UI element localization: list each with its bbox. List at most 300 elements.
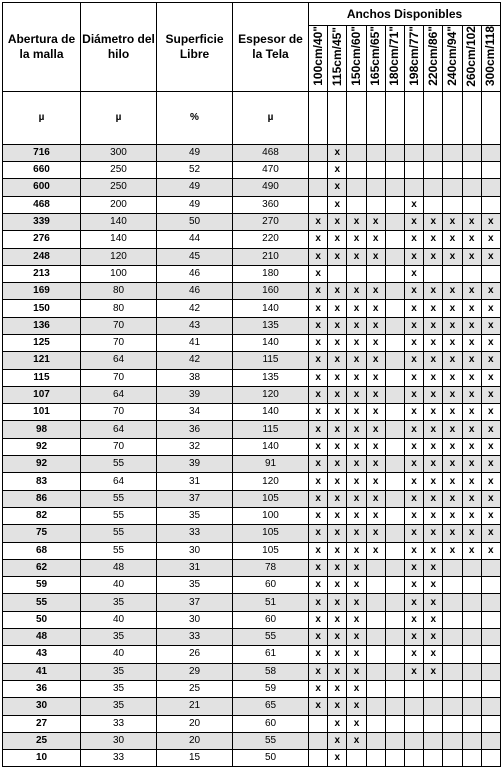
- availability-mark: x: [481, 421, 500, 438]
- availability-mark: x: [462, 283, 481, 300]
- cell-abertura: 92: [3, 456, 81, 473]
- availability-empty: [443, 646, 462, 663]
- availability-mark: x: [424, 231, 443, 248]
- availability-empty: [347, 750, 366, 767]
- availability-mark: x: [366, 456, 385, 473]
- table-body: [3, 144, 501, 767]
- availability-empty: [347, 196, 366, 213]
- availability-mark: x: [462, 369, 481, 386]
- table-row: [3, 490, 501, 507]
- cell-diametro: 55: [81, 456, 157, 473]
- availability-empty: [424, 144, 443, 161]
- availability-mark: x: [481, 438, 500, 455]
- availability-mark: x: [347, 715, 366, 732]
- width-label: 260cm/102: [464, 26, 479, 87]
- availability-mark: x: [443, 525, 462, 542]
- availability-mark: x: [443, 386, 462, 403]
- header-anchos: Anchos Disponibles: [309, 3, 501, 26]
- cell-diametro: 40: [81, 646, 157, 663]
- availability-empty: [366, 750, 385, 767]
- availability-mark: x: [347, 629, 366, 646]
- availability-mark: x: [366, 525, 385, 542]
- availability-mark: x: [366, 283, 385, 300]
- table-row: [3, 438, 501, 455]
- availability-mark: x: [481, 507, 500, 524]
- availability-mark: x: [347, 542, 366, 559]
- availability-mark: x: [462, 421, 481, 438]
- availability-empty: [443, 698, 462, 715]
- header-abertura: Abertura de la malla: [3, 3, 81, 92]
- availability-mark: x: [328, 213, 347, 230]
- cell-diametro: 100: [81, 265, 157, 282]
- cell-diametro: 35: [81, 698, 157, 715]
- availability-mark: x: [404, 611, 423, 628]
- width-header: [309, 26, 328, 92]
- availability-empty: [481, 611, 500, 628]
- availability-empty: [462, 715, 481, 732]
- availability-empty: [385, 715, 404, 732]
- availability-mark: x: [347, 490, 366, 507]
- availability-mark: x: [328, 352, 347, 369]
- availability-mark: x: [424, 507, 443, 524]
- availability-mark: x: [328, 456, 347, 473]
- cell-abertura: 115: [3, 369, 81, 386]
- cell-superficie: 33: [157, 525, 233, 542]
- availability-empty: [462, 196, 481, 213]
- availability-mark: x: [309, 213, 328, 230]
- unit-empty-cell: [404, 91, 423, 144]
- cell-espesor: 160: [233, 283, 309, 300]
- unit-cell: µ: [3, 91, 81, 144]
- availability-mark: x: [328, 144, 347, 161]
- cell-superficie: 20: [157, 715, 233, 732]
- cell-diametro: 55: [81, 542, 157, 559]
- cell-superficie: 38: [157, 369, 233, 386]
- availability-mark: x: [309, 248, 328, 265]
- availability-mark: x: [309, 386, 328, 403]
- availability-empty: [385, 577, 404, 594]
- cell-diametro: 64: [81, 386, 157, 403]
- cell-superficie: 49: [157, 196, 233, 213]
- availability-mark: x: [443, 473, 462, 490]
- cell-superficie: 33: [157, 629, 233, 646]
- cell-superficie: 21: [157, 698, 233, 715]
- cell-superficie: 49: [157, 179, 233, 196]
- availability-empty: [366, 594, 385, 611]
- availability-mark: x: [328, 473, 347, 490]
- availability-empty: [424, 196, 443, 213]
- availability-mark: x: [309, 265, 328, 282]
- width-label: 165cm/65": [368, 26, 383, 87]
- availability-empty: [424, 162, 443, 179]
- availability-mark: x: [347, 456, 366, 473]
- availability-empty: [347, 179, 366, 196]
- availability-mark: x: [347, 732, 366, 749]
- availability-mark: x: [443, 456, 462, 473]
- availability-mark: x: [481, 525, 500, 542]
- availability-mark: x: [481, 386, 500, 403]
- cell-abertura: 43: [3, 646, 81, 663]
- cell-espesor: 140: [233, 438, 309, 455]
- availability-mark: x: [424, 248, 443, 265]
- cell-superficie: 37: [157, 594, 233, 611]
- availability-mark: x: [424, 542, 443, 559]
- availability-mark: x: [366, 300, 385, 317]
- unit-empty-cell: [328, 91, 347, 144]
- availability-mark: x: [462, 473, 481, 490]
- availability-empty: [309, 144, 328, 161]
- availability-mark: x: [347, 507, 366, 524]
- availability-empty: [366, 611, 385, 628]
- availability-mark: x: [404, 369, 423, 386]
- availability-mark: x: [328, 335, 347, 352]
- availability-mark: x: [443, 213, 462, 230]
- availability-mark: x: [481, 369, 500, 386]
- availability-empty: [385, 750, 404, 767]
- availability-empty: [366, 559, 385, 576]
- availability-empty: [481, 559, 500, 576]
- availability-mark: x: [309, 317, 328, 334]
- availability-empty: [462, 680, 481, 697]
- cell-abertura: 660: [3, 162, 81, 179]
- availability-empty: [385, 698, 404, 715]
- availability-mark: x: [404, 283, 423, 300]
- availability-empty: [385, 162, 404, 179]
- cell-diametro: 33: [81, 750, 157, 767]
- cell-abertura: 25: [3, 732, 81, 749]
- availability-empty: [385, 611, 404, 628]
- cell-abertura: 36: [3, 680, 81, 697]
- availability-mark: x: [328, 196, 347, 213]
- availability-mark: x: [366, 490, 385, 507]
- availability-mark: x: [328, 283, 347, 300]
- cell-diametro: 250: [81, 162, 157, 179]
- availability-mark: x: [347, 231, 366, 248]
- availability-mark: x: [443, 438, 462, 455]
- cell-espesor: 135: [233, 317, 309, 334]
- availability-empty: [385, 680, 404, 697]
- cell-diametro: 48: [81, 559, 157, 576]
- cell-superficie: 46: [157, 265, 233, 282]
- availability-mark: x: [404, 421, 423, 438]
- availability-empty: [462, 629, 481, 646]
- cell-diametro: 40: [81, 577, 157, 594]
- availability-empty: [366, 265, 385, 282]
- unit-empty-cell: [347, 91, 366, 144]
- availability-empty: [385, 231, 404, 248]
- availability-mark: x: [462, 386, 481, 403]
- availability-empty: [443, 559, 462, 576]
- availability-mark: x: [424, 611, 443, 628]
- availability-mark: x: [366, 542, 385, 559]
- availability-mark: x: [424, 559, 443, 576]
- cell-superficie: 37: [157, 490, 233, 507]
- cell-abertura: 92: [3, 438, 81, 455]
- availability-empty: [366, 680, 385, 697]
- availability-empty: [443, 732, 462, 749]
- table-row: [3, 231, 501, 248]
- availability-mark: x: [328, 732, 347, 749]
- width-label: 300cm/118: [483, 26, 498, 87]
- cell-diametro: 35: [81, 629, 157, 646]
- availability-empty: [347, 162, 366, 179]
- availability-empty: [443, 680, 462, 697]
- availability-mark: x: [309, 300, 328, 317]
- availability-mark: x: [347, 421, 366, 438]
- cell-abertura: 101: [3, 404, 81, 421]
- availability-empty: [309, 750, 328, 767]
- availability-mark: x: [309, 594, 328, 611]
- availability-empty: [443, 162, 462, 179]
- cell-espesor: 78: [233, 559, 309, 576]
- availability-empty: [404, 732, 423, 749]
- availability-mark: x: [443, 352, 462, 369]
- availability-empty: [481, 577, 500, 594]
- table-row: [3, 646, 501, 663]
- availability-mark: x: [424, 473, 443, 490]
- availability-mark: x: [481, 248, 500, 265]
- availability-mark: x: [309, 421, 328, 438]
- availability-mark: x: [366, 352, 385, 369]
- cell-abertura: 86: [3, 490, 81, 507]
- cell-espesor: 120: [233, 473, 309, 490]
- cell-superficie: 45: [157, 248, 233, 265]
- availability-mark: x: [328, 179, 347, 196]
- cell-espesor: 468: [233, 144, 309, 161]
- cell-diametro: 80: [81, 283, 157, 300]
- availability-empty: [385, 456, 404, 473]
- cell-superficie: 52: [157, 162, 233, 179]
- availability-mark: x: [309, 698, 328, 715]
- availability-mark: x: [424, 490, 443, 507]
- availability-mark: x: [347, 352, 366, 369]
- availability-mark: x: [404, 542, 423, 559]
- cell-espesor: 60: [233, 577, 309, 594]
- availability-empty: [443, 629, 462, 646]
- availability-mark: x: [404, 646, 423, 663]
- cell-superficie: 39: [157, 386, 233, 403]
- availability-mark: x: [424, 386, 443, 403]
- availability-mark: x: [404, 559, 423, 576]
- availability-empty: [347, 144, 366, 161]
- availability-mark: x: [328, 369, 347, 386]
- availability-mark: x: [366, 369, 385, 386]
- cell-diametro: 30: [81, 732, 157, 749]
- availability-mark: x: [347, 386, 366, 403]
- table-row: [3, 577, 501, 594]
- unit-empty-cell: [424, 91, 443, 144]
- availability-mark: x: [424, 456, 443, 473]
- table-row: [3, 317, 501, 334]
- availability-mark: x: [462, 248, 481, 265]
- cell-espesor: 470: [233, 162, 309, 179]
- availability-empty: [424, 179, 443, 196]
- availability-empty: [424, 698, 443, 715]
- availability-empty: [462, 162, 481, 179]
- availability-mark: x: [404, 456, 423, 473]
- availability-mark: x: [481, 490, 500, 507]
- table-row: [3, 473, 501, 490]
- availability-empty: [385, 438, 404, 455]
- availability-empty: [481, 698, 500, 715]
- availability-mark: x: [443, 404, 462, 421]
- cell-diametro: 300: [81, 144, 157, 161]
- availability-mark: x: [328, 421, 347, 438]
- availability-empty: [462, 594, 481, 611]
- availability-mark: x: [462, 213, 481, 230]
- availability-empty: [385, 369, 404, 386]
- unit-empty-cell: [443, 91, 462, 144]
- cell-espesor: 115: [233, 352, 309, 369]
- width-header: [424, 26, 443, 92]
- availability-empty: [462, 732, 481, 749]
- availability-empty: [404, 144, 423, 161]
- availability-empty: [385, 352, 404, 369]
- availability-empty: [462, 646, 481, 663]
- availability-mark: x: [347, 438, 366, 455]
- cell-espesor: 60: [233, 715, 309, 732]
- availability-empty: [385, 421, 404, 438]
- availability-empty: [385, 559, 404, 576]
- availability-empty: [366, 577, 385, 594]
- header-superficie: Superficie Libre: [157, 3, 233, 92]
- table-header: [3, 3, 501, 145]
- availability-mark: x: [404, 352, 423, 369]
- availability-mark: x: [366, 386, 385, 403]
- cell-abertura: 68: [3, 542, 81, 559]
- availability-mark: x: [328, 231, 347, 248]
- cell-espesor: 60: [233, 611, 309, 628]
- cell-diametro: 120: [81, 248, 157, 265]
- availability-mark: x: [443, 300, 462, 317]
- cell-espesor: 180: [233, 265, 309, 282]
- availability-mark: x: [328, 317, 347, 334]
- width-label: 198cm/77": [406, 26, 421, 87]
- width-header: [328, 26, 347, 92]
- availability-mark: x: [328, 300, 347, 317]
- cell-espesor: 490: [233, 179, 309, 196]
- availability-mark: x: [328, 698, 347, 715]
- availability-mark: x: [309, 680, 328, 697]
- availability-empty: [366, 715, 385, 732]
- cell-diametro: 64: [81, 352, 157, 369]
- availability-mark: x: [404, 629, 423, 646]
- header-espesor: Espesor de la Tela: [233, 3, 309, 92]
- availability-empty: [366, 732, 385, 749]
- cell-espesor: 61: [233, 646, 309, 663]
- availability-mark: x: [309, 456, 328, 473]
- availability-mark: x: [443, 248, 462, 265]
- cell-diametro: 55: [81, 507, 157, 524]
- width-label: 100cm/40": [310, 26, 325, 87]
- cell-superficie: 25: [157, 680, 233, 697]
- availability-empty: [385, 144, 404, 161]
- availability-mark: x: [347, 611, 366, 628]
- availability-mark: x: [424, 421, 443, 438]
- availability-empty: [385, 732, 404, 749]
- availability-empty: [481, 680, 500, 697]
- availability-empty: [443, 750, 462, 767]
- cell-superficie: 26: [157, 646, 233, 663]
- availability-empty: [481, 750, 500, 767]
- table-row: [3, 559, 501, 576]
- cell-espesor: 51: [233, 594, 309, 611]
- availability-empty: [443, 196, 462, 213]
- availability-empty: [481, 179, 500, 196]
- availability-mark: x: [328, 559, 347, 576]
- availability-empty: [404, 162, 423, 179]
- cell-espesor: 105: [233, 525, 309, 542]
- availability-empty: [385, 525, 404, 542]
- table-row: [3, 680, 501, 697]
- availability-mark: x: [443, 317, 462, 334]
- availability-mark: x: [328, 438, 347, 455]
- availability-mark: x: [481, 300, 500, 317]
- availability-empty: [366, 179, 385, 196]
- table-row: [3, 421, 501, 438]
- availability-empty: [462, 144, 481, 161]
- availability-mark: x: [404, 317, 423, 334]
- cell-espesor: 58: [233, 663, 309, 680]
- availability-mark: x: [309, 577, 328, 594]
- availability-mark: x: [481, 456, 500, 473]
- cell-espesor: 135: [233, 369, 309, 386]
- cell-diametro: 33: [81, 715, 157, 732]
- availability-empty: [462, 179, 481, 196]
- table-row: [3, 611, 501, 628]
- cell-abertura: 10: [3, 750, 81, 767]
- cell-abertura: 50: [3, 611, 81, 628]
- availability-mark: x: [328, 680, 347, 697]
- header-row-1: [3, 3, 501, 26]
- availability-mark: x: [462, 456, 481, 473]
- availability-mark: x: [404, 594, 423, 611]
- availability-mark: x: [404, 577, 423, 594]
- cell-espesor: 220: [233, 231, 309, 248]
- availability-mark: x: [366, 213, 385, 230]
- cell-superficie: 35: [157, 577, 233, 594]
- cell-superficie: 31: [157, 473, 233, 490]
- width-header: [481, 26, 500, 92]
- availability-empty: [424, 680, 443, 697]
- availability-empty: [385, 386, 404, 403]
- availability-mark: x: [309, 352, 328, 369]
- availability-mark: x: [443, 507, 462, 524]
- availability-empty: [385, 248, 404, 265]
- availability-mark: x: [347, 525, 366, 542]
- availability-mark: x: [347, 680, 366, 697]
- availability-empty: [443, 179, 462, 196]
- availability-empty: [443, 594, 462, 611]
- availability-mark: x: [366, 421, 385, 438]
- availability-mark: x: [328, 663, 347, 680]
- header-row-units: [3, 91, 501, 144]
- availability-mark: x: [309, 629, 328, 646]
- availability-empty: [481, 265, 500, 282]
- availability-mark: x: [309, 369, 328, 386]
- availability-mark: x: [309, 507, 328, 524]
- cell-superficie: 44: [157, 231, 233, 248]
- table-row: [3, 369, 501, 386]
- availability-empty: [366, 196, 385, 213]
- cell-diametro: 70: [81, 438, 157, 455]
- cell-diametro: 40: [81, 611, 157, 628]
- availability-empty: [366, 663, 385, 680]
- availability-mark: x: [443, 335, 462, 352]
- unit-empty-cell: [366, 91, 385, 144]
- cell-espesor: 105: [233, 490, 309, 507]
- availability-empty: [481, 715, 500, 732]
